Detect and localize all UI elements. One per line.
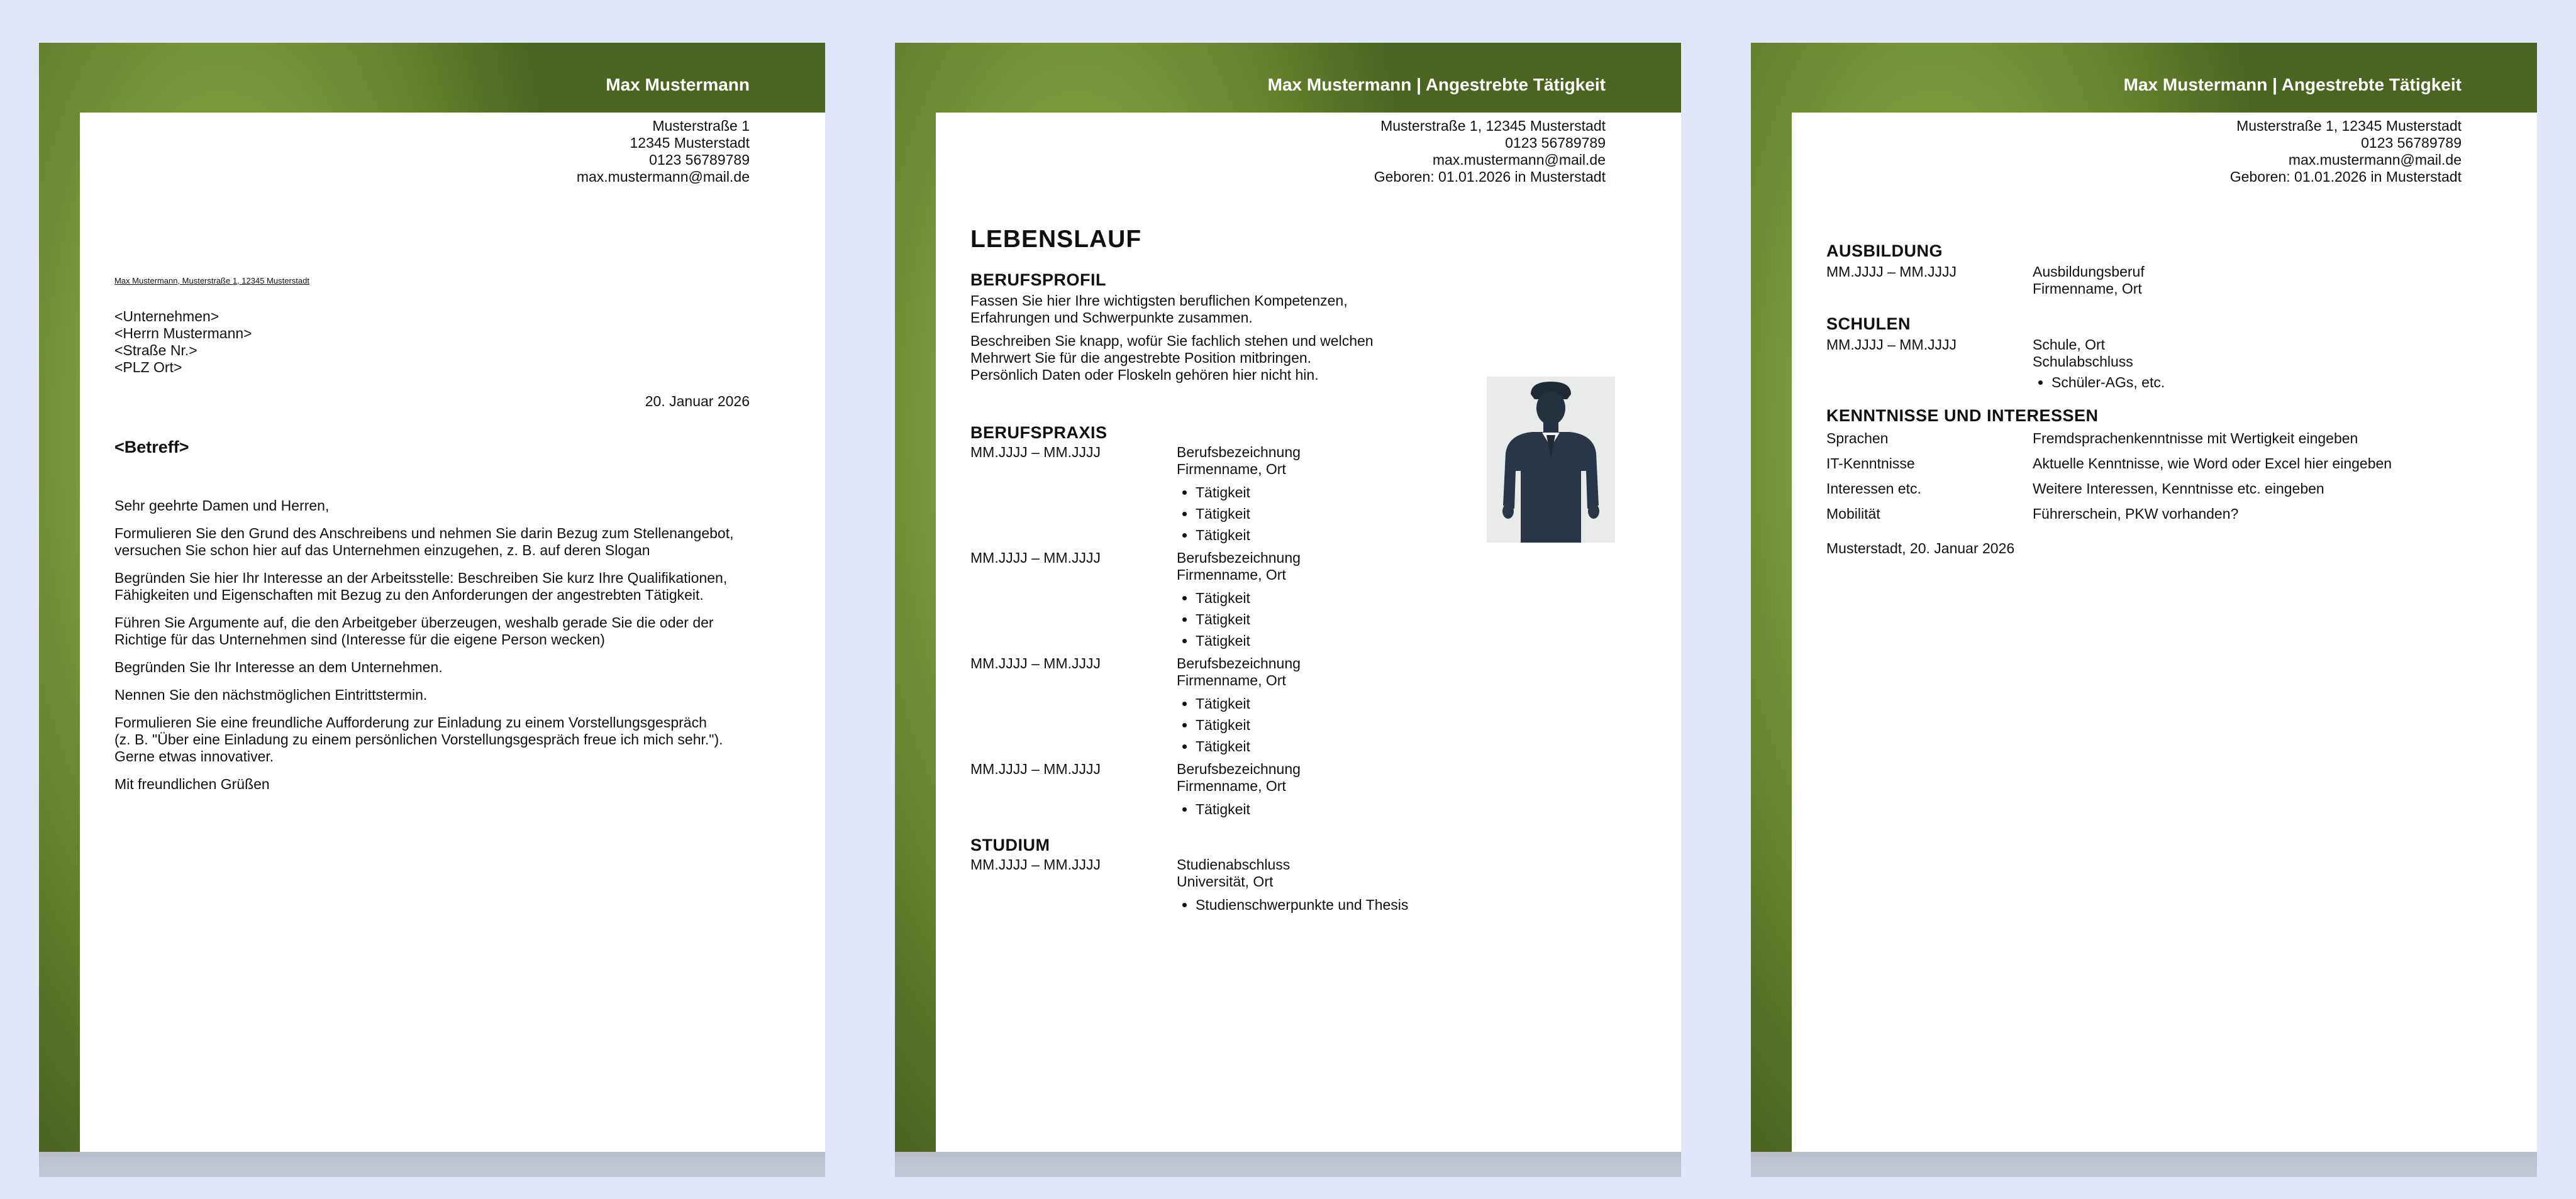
entry-body xyxy=(1177,761,1606,820)
task-item: • Tätigkeit xyxy=(1196,630,1606,651)
task-list xyxy=(1177,894,1606,915)
profile-photo xyxy=(1487,377,1615,543)
cv1-body xyxy=(936,113,1681,1152)
contact-phone: 0123 56789789 xyxy=(649,152,750,168)
letter-paragraph xyxy=(114,687,750,704)
skills-heading: KENNTNISSE UND INTERESSEN xyxy=(1826,406,2099,425)
task-item: • Tätigkeit xyxy=(1196,798,1606,820)
school-heading: SCHULEN xyxy=(1826,314,1911,333)
letter-closing xyxy=(114,776,750,793)
school-degree: Schulabschluss xyxy=(2033,353,2133,370)
task-item: • Tätigkeit xyxy=(1196,503,1606,524)
paragraph-line: Beschreiben Sie knapp, wofür Sie fachlich stehen und welchen xyxy=(970,333,1374,349)
task-list xyxy=(2033,372,2462,393)
contact-phone: 0123 56789789 xyxy=(2361,135,2462,151)
cv2-contact xyxy=(1826,118,2462,185)
entry-company: Firmenname, Ort xyxy=(2033,280,2142,297)
training-heading: AUSBILDUNG xyxy=(1826,241,1943,260)
contact-birth: Geboren: 01.01.2026 in Musterstadt xyxy=(1374,169,1606,185)
contact-email: max.mustermann@mail.de xyxy=(1432,152,1606,168)
skill-key: Interessen etc. xyxy=(1826,480,1921,497)
letter-body xyxy=(80,113,825,1152)
entry-company: Firmenname, Ort xyxy=(1177,461,1286,477)
task-item: • Tätigkeit xyxy=(1196,482,1606,503)
skill-key: Sprachen xyxy=(1826,430,1889,446)
recipient-address xyxy=(114,308,750,376)
entry-title: Ausbildungsberuf xyxy=(2033,263,2145,280)
profile-heading: BERUFSPROFIL xyxy=(970,270,1107,289)
place-date: Musterstadt, 20. Januar 2026 xyxy=(1826,540,2015,556)
contact-birth: Geboren: 01.01.2026 in Musterstadt xyxy=(2229,169,2462,185)
page-shadow xyxy=(895,1152,1681,1177)
letter-paragraph xyxy=(114,614,750,648)
paragraph-line: Persönlich Daten oder Floskeln gehören hier nicht hin. xyxy=(970,367,1319,383)
task-item: • Tätigkeit xyxy=(1196,693,1606,714)
person-silhouette-icon xyxy=(1487,377,1615,543)
school-entry xyxy=(1826,336,2462,393)
paragraph-line: Formulieren Sie eine freundliche Aufforderung zur Einladung zu einem Vorstellungsgespräch xyxy=(114,714,707,731)
paragraph-line: versuchen Sie schon hier auf das Unternehmen einzugehen, z. B. auf deren Slogan xyxy=(114,542,650,558)
contact-address: Musterstraße 1, 12345 Musterstadt xyxy=(1380,118,1606,134)
paragraph-line: Richtige für das Unternehmen sind (Interesse für die eigene Person wecken) xyxy=(114,631,605,648)
paragraph-line: Führen Sie Argumente auf, die den Arbeitgeber überzeugen, weshalb gerade Sie die oder der xyxy=(114,614,714,631)
entry-date: MM.JJJJ – MM.JJJJ xyxy=(970,761,1101,777)
paragraph-line: Mehrwert Sie für die angestrebte Position mitbringen. xyxy=(970,350,1312,366)
recipient-street: <Straße Nr.> xyxy=(114,342,197,358)
skill-key: IT-Kenntnisse xyxy=(1826,455,1915,472)
experience-entry xyxy=(970,761,1606,820)
paragraph-line: Fähigkeiten und Eigenschaften mit Bezug zu den Anforderungen der angestrebten Tätigkeit. xyxy=(114,587,704,603)
letter-content xyxy=(114,113,750,793)
skill-value: Fremdsprachenkenntnisse mit Wertigkeit eingeben xyxy=(2033,430,2358,446)
contact-street: Musterstraße 1 xyxy=(652,118,750,134)
entry-title: Berufsbezeichnung xyxy=(1177,444,1301,460)
letter-paragraph xyxy=(114,525,750,559)
entry-date: MM.JJJJ – MM.JJJJ xyxy=(970,444,1101,460)
paragraph-line: Begründen Sie hier Ihr Interesse an der Arbeitsstelle: Beschreiben Sie kurz Ihre Qualifikationen, xyxy=(114,570,728,586)
skills-list xyxy=(1826,426,2462,526)
skill-row xyxy=(1826,501,2462,526)
skill-row xyxy=(1826,426,2462,451)
skill-value: Weitere Interessen, Kenntnisse etc. eingeben xyxy=(2033,480,2324,497)
contact-city: 12345 Musterstadt xyxy=(630,135,750,151)
task-list xyxy=(1177,693,1606,757)
profile-paragraph xyxy=(970,333,1606,384)
task-list xyxy=(1177,587,1606,651)
cv-title: LEBENSLAUF xyxy=(970,226,1142,253)
cv2-body xyxy=(1792,113,2537,1152)
skill-key: Mobilität xyxy=(1826,506,1880,522)
paragraph-line: Begründen Sie Ihr Interesse an dem Unternehmen. xyxy=(114,659,443,675)
entry-body xyxy=(2033,263,2462,297)
recipient-city: <PLZ Ort> xyxy=(114,359,182,375)
experience-entry xyxy=(970,655,1606,757)
experience-entry xyxy=(970,550,1606,651)
entry-body xyxy=(1177,856,1606,915)
entry-date: MM.JJJJ – MM.JJJJ xyxy=(970,550,1101,566)
task-list xyxy=(1177,798,1606,820)
entry-title: Berufsbezeichnung xyxy=(1177,655,1301,671)
task-item: • Schüler-AGs, etc. xyxy=(2051,372,2462,393)
letter-subject: <Betreff> xyxy=(114,438,189,456)
study-university: Universität, Ort xyxy=(1177,873,1274,890)
study-heading: STUDIUM xyxy=(970,836,1050,854)
letter-paragraph xyxy=(114,714,750,765)
cv1-header-name: Max Mustermann | Angestrebte Tätigkeit xyxy=(1267,75,1606,94)
profile-paragraph xyxy=(970,292,1606,326)
page-shadow xyxy=(39,1152,825,1177)
letter-paragraph xyxy=(114,570,750,604)
entry-title: Berufsbezeichnung xyxy=(1177,550,1301,566)
experience-heading: BERUFSPRAXIS xyxy=(970,423,1108,442)
task-item: • Tätigkeit xyxy=(1196,714,1606,736)
paragraph-line: Mit freundlichen Grüßen xyxy=(114,776,270,792)
training-entry xyxy=(1826,263,2462,297)
entry-date: MM.JJJJ – MM.JJJJ xyxy=(970,655,1101,671)
entry-date: MM.JJJJ – MM.JJJJ xyxy=(1826,336,1957,353)
skill-row xyxy=(1826,476,2462,501)
letter-date: 20. Januar 2026 xyxy=(645,393,750,409)
entry-date: MM.JJJJ – MM.JJJJ xyxy=(970,856,1101,873)
task-item: • Tätigkeit xyxy=(1196,524,1606,546)
task-item: • Studienschwerpunkte und Thesis xyxy=(1196,894,1606,915)
cv-page-2 xyxy=(1751,43,2537,1152)
contact-email: max.mustermann@mail.de xyxy=(2288,152,2462,168)
entry-body xyxy=(1177,550,1606,651)
page-shadow xyxy=(1751,1152,2537,1177)
skill-value: Führerschein, PKW vorhanden? xyxy=(2033,506,2239,522)
school-name: Schule, Ort xyxy=(2033,336,2106,353)
cv2-content xyxy=(1826,113,2462,557)
cv1-contact xyxy=(970,118,1606,185)
letter-contact xyxy=(114,118,750,185)
paragraph-line: Fassen Sie hier Ihre wichtigsten beruflichen Kompetenzen, xyxy=(970,292,1348,309)
entry-title: Berufsbezeichnung xyxy=(1177,761,1301,777)
contact-address: Musterstraße 1, 12345 Musterstadt xyxy=(2236,118,2462,134)
entry-date: MM.JJJJ – MM.JJJJ xyxy=(1826,263,1957,280)
recipient-company: <Unternehmen> xyxy=(114,308,219,324)
paragraph-line: Gerne etwas innovativer. xyxy=(114,748,274,765)
letter-page xyxy=(39,43,825,1152)
study-degree: Studienabschluss xyxy=(1177,856,1291,873)
study-entry xyxy=(970,856,1606,915)
task-item: • Tätigkeit xyxy=(1196,587,1606,609)
skill-row xyxy=(1826,451,2462,476)
entry-body xyxy=(2033,336,2462,393)
paragraph-line: Erfahrungen und Schwerpunkte zusammen. xyxy=(970,309,1253,326)
contact-email: max.mustermann@mail.de xyxy=(576,169,750,185)
skill-value: Aktuelle Kenntnisse, wie Word oder Excel hier eingeben xyxy=(2033,455,2392,472)
contact-phone: 0123 56789789 xyxy=(1505,135,1606,151)
task-item: • Tätigkeit xyxy=(1196,609,1606,630)
paragraph-line: (z. B. "Über eine Einladung zu einem persönlichen Vorstellungsgespräch freue ich mich sehr."). xyxy=(114,731,723,748)
paragraph-line: Formulieren Sie den Grund des Anschreibens und nehmen Sie darin Bezug zum Stellenangebot, xyxy=(114,525,734,541)
entry-company: Firmenname, Ort xyxy=(1177,778,1286,794)
entry-company: Firmenname, Ort xyxy=(1177,672,1286,688)
entry-company: Firmenname, Ort xyxy=(1177,566,1286,583)
letter-paragraph xyxy=(114,659,750,676)
cv-page-1 xyxy=(895,43,1681,1152)
cv2-header-name: Max Mustermann | Angestrebte Tätigkeit xyxy=(2123,75,2462,94)
task-item: • Tätigkeit xyxy=(1196,736,1606,757)
recipient-person: <Herrn Mustermann> xyxy=(114,325,252,341)
letter-header-name: Max Mustermann xyxy=(606,75,750,94)
sender-line: Max Mustermann, Musterstraße 1, 12345 Musterstadt xyxy=(114,276,309,285)
paragraph-line: Nennen Sie den nächstmöglichen Eintrittstermin. xyxy=(114,687,428,703)
entry-body xyxy=(1177,655,1606,757)
letter-salutation: Sehr geehrte Damen und Herren, xyxy=(114,497,330,514)
